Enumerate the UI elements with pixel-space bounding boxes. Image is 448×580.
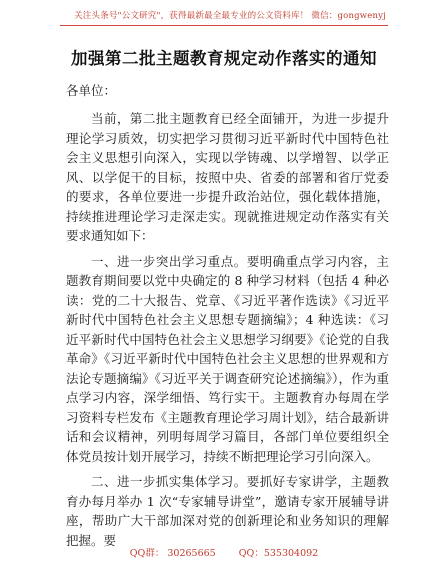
paragraph-intro: 当前，第二批主题教育已经全面铺开，为进一步提升理论学习质效，切实把学习贯彻习近平新时代中国特色社会主义思想引向深入，实现以学铸魂、以学增智、以学正风、以学促干的目标，按照中央、省委的部署和省厅党委的要求，各单位要进一步提升政治站位，强化载体措施，持续推进理论学习走深走实。现就推进规定动作落实有关要求通知如下： xyxy=(66,111,389,243)
footer-qq-group: QQ群： 30265665 xyxy=(129,548,216,559)
salutation: 各单位： xyxy=(66,83,117,98)
paragraph-section-1: 一、进一步突出学习重点。要明确重点学习内容，主题教育期间要以党中央确定的 8 种学习材料（包括 4 种必读：党的二十大报告、党章、《习近平著作选读》《习近平新时代中国特色社会主义思想专题摘编》；4 种选读：《习近平新时代中国特色社会主义思想学习纲要》《论党的自我革命》《习近平新时代中国特色社会主义思想的世界观和方法论专题摘编》《习近平关于调查研究论述摘编》），作为重点学习内容，深学细悟、笃行实干。主题教育办每周在学习资料专栏发布《主题教育理论学习周计划》，结合最新讲话和会议精神，列明每周学习篇目，各部门单位要组织全体党员按计划开展学习，持续不断把理论学习引向深入。 xyxy=(66,253,389,464)
document-title: 加强第二批主题教育规定动作落实的通知 xyxy=(71,49,377,68)
footer-qq: QQ：535304092 xyxy=(238,548,319,559)
header-divider xyxy=(60,25,388,26)
paragraph-section-2: 二、进一步抓实集体学习。要抓好专家讲学，主题教育办每月举办 1 次“专家辅导讲堂”，邀请专家开展辅导讲座，帮助广大干部加深对党的创新理论和业务知识的理解把握。要 xyxy=(66,474,389,548)
footer-contact xyxy=(0,545,448,559)
document-body xyxy=(66,109,389,548)
header-promo-note: 关注头条号"公文研究"，获得最新最全最专业的公文资料库！ 微信：gongwenyj xyxy=(74,11,386,21)
